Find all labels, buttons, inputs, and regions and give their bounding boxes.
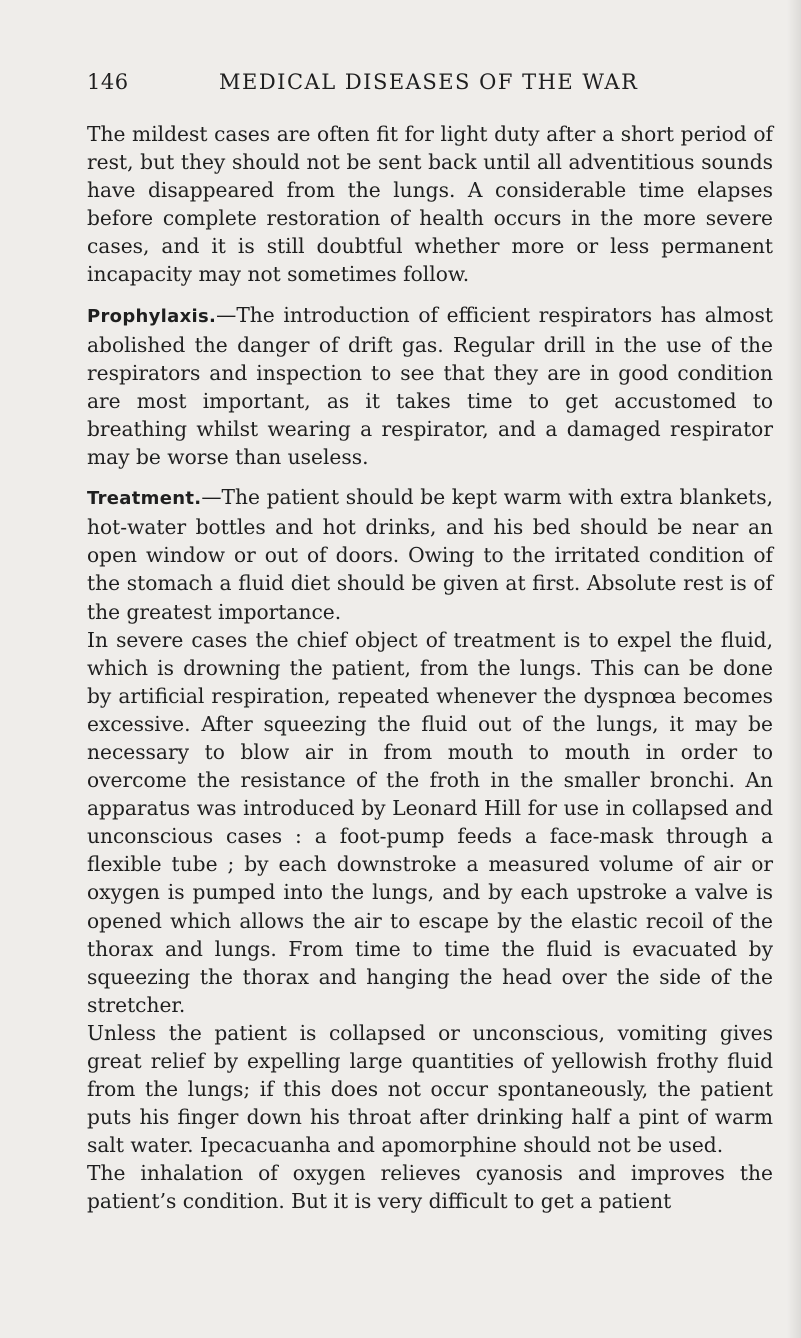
- running-title: MEDICAL DISEASES OF THE WAR: [219, 70, 639, 94]
- page-header: [87, 70, 773, 114]
- page-number: 146: [87, 70, 129, 94]
- prophylaxis-heading: Prophylaxis.: [87, 305, 217, 327]
- prophylaxis-text: —The introduction of efficient respirators has almost abolished the danger of drift gas. Regular drill in the use of the respirators and inspection to see that they are in good condition are most important, as it takes time to get accustomed to breathing whilst wearing a respirator, and a damaged respirator may be worse than useless.: [87, 302, 773, 470]
- paragraph-prophylaxis: [87, 301, 773, 472]
- paragraph-severe-cases: In severe cases the chief object of treatment is to expel the fluid, which is drowning the patient, from the lungs. This can be done by artificial respiration, repeated whenever the dyspnœa becomes excessive. After squeezing the fluid out of the lungs, it may be necessary to blow air in from mouth to mouth in order to overcome the resistance of the froth in the smaller bronchi. An apparatus was introduced by Leonard Hill for use in collapsed and unconscious cases : a foot-pump feeds a face-mask through a flexible tube ; by each downstroke a measured volume of air or oxygen is pumped into the lungs, and by each upstroke a valve is opened which allows the air to escape by the elastic recoil of the thorax and lungs. From time to time the fluid is evacuated by squeezing the thorax and hanging the head over the side of the stretcher.: [87, 627, 773, 1017]
- paragraph-oxygen: The inhalation of oxygen relieves cyanosis and improves the patient’s condition. But it is very difficult to get a patient: [87, 1161, 773, 1214]
- treatment-heading: Treatment.: [87, 488, 202, 510]
- paragraph-mildest-cases: The mildest cases are often fit for light duty after a short period of rest, but they should not be sent back until all adventitious sounds have disappeared from the lungs. A considerable time elapses before complete restoration of health occurs in the more severe cases, and it is still doubtful whether more or less permanent incapacity may not sometimes follow.: [87, 122, 773, 287]
- page-edge-shadow: [787, 0, 801, 1338]
- paragraph-treatment: [87, 483, 773, 625]
- treatment-text: —The patient should be kept warm with extra blankets, hot-water bottles and hot drinks, and his bed should be near an open window or out of doors. Owing to the irritated condition of the stomach a fluid diet should be given at first. Absolute rest is of the greatest importance.: [87, 485, 773, 624]
- paragraph-vomiting: Unless the patient is collapsed or unconscious, vomiting gives great relief by expelling large quantities of yellowish frothy fluid from the lungs; if this does not occur spontaneously, the patient puts his finger down his throat after drinking half a pint of warm salt water. Ipecacuanha and apomorphine should not be used.: [87, 1020, 773, 1158]
